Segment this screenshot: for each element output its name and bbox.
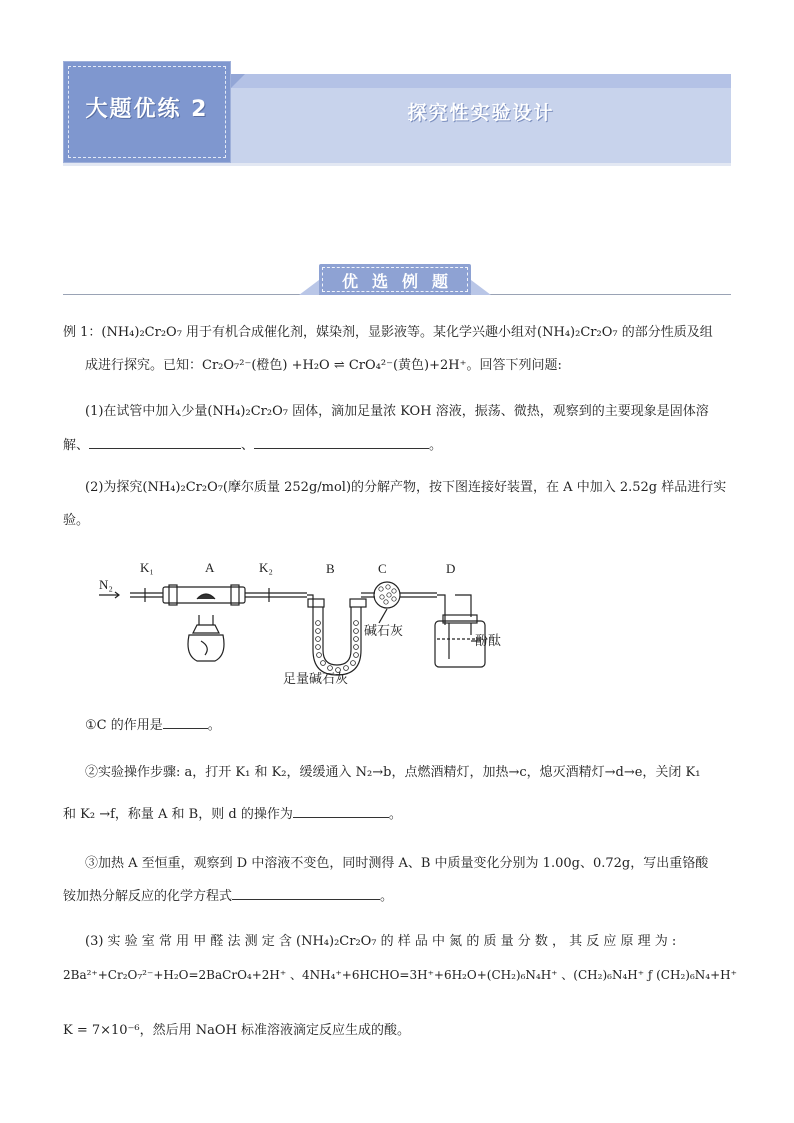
q2-3-line-1: ③加热 A 至恒重，观察到 D 中溶液不变色，同时测得 A、B 中质量变化分别为 1.00g、0.72g，写出重铬酸: [85, 856, 709, 871]
label-b: B: [326, 561, 335, 576]
q2-3-text-b: 。: [380, 889, 394, 904]
q1-line-2: [63, 436, 442, 455]
label-phenolphthalein: 酚酞: [475, 634, 502, 649]
q2-2-text-b: 。: [388, 807, 402, 822]
q2-2-line-1: ②实验操作步骤: a，打开 K₁ 和 K₂，缓缓通入 N₂→b，点燃酒精灯，加热→c，熄灭酒精灯→d→e，关闭 K₁: [85, 765, 701, 780]
label-excess-soda-lime: 足量碱石灰: [283, 672, 349, 687]
q1-blank-2: [254, 436, 429, 449]
q1-text-b: 、: [241, 438, 255, 453]
q2-1-blank: [163, 716, 208, 729]
label-soda-lime: 碱石灰: [364, 624, 404, 639]
q2-1-text-b: 。: [207, 718, 221, 733]
q2-3-text-a: 铵加热分解反应的化学方程式: [63, 889, 233, 904]
header-shadow: [63, 163, 731, 166]
q2-3-blank: [232, 887, 380, 900]
q1-text-a: 解、: [63, 438, 90, 453]
q3-line-3: K = 7×10⁻⁶，然后用 NaOH 标准溶液滴定反应生成的酸。: [63, 1023, 411, 1038]
label-n2: N₂: [99, 577, 113, 592]
apparatus-diagram: [97, 555, 502, 690]
q2-1-text-a: ①C 的作用是: [85, 718, 163, 733]
q2-2-line-2: [63, 805, 402, 824]
q2-2-blank: [293, 805, 389, 818]
label-a: A: [205, 560, 215, 575]
section-label: 优选例题: [341, 272, 462, 291]
label-c: C: [378, 561, 387, 576]
header-strip: [231, 74, 731, 163]
q3-line-2: 2Ba²⁺+Cr₂O₇²⁻+H₂O=2BaCrO₄+2H⁺ 、4NH₄⁺+6HCHO=3H⁺+6H₂O+(CH₂)₆N₄H⁺ 、(CH₂)₆N₄H⁺ ƒ (CH₂)₆N₄+H⁺: [63, 968, 737, 982]
intro-line-1: 例 1：(NH₄)₂Cr₂O₇ 用于有机合成催化剂，媒染剂，显影液等。某化学兴趣小组对(NH₄)₂Cr₂O₇ 的部分性质及组: [63, 325, 713, 340]
q1-text-c: 。: [429, 438, 443, 453]
header-badge-text: 大题优练 2: [85, 97, 209, 122]
label-k1: K₁: [140, 560, 154, 575]
page-title: 探究性实验设计: [407, 102, 555, 124]
section-heading: [313, 264, 477, 295]
q2-3-line-2: [63, 887, 393, 906]
intro-line-2: 成进行探究。已知：Cr₂O₇²⁻(橙色) +H₂O ⇌ CrO₄²⁻(黄色)+2H⁺。回答下列问题:: [85, 358, 562, 373]
q1-blank-1: [89, 436, 241, 449]
label-d: D: [446, 561, 456, 576]
q2-2-text-a: 和 K₂ →f，称量 A 和 B，则 d 的操作为: [63, 807, 293, 822]
q2-line-2: 验。: [63, 513, 90, 528]
q3-line-1: (3) 实 验 室 常 用 甲 醛 法 测 定 含 (NH₄)₂Cr₂O₇ 的 样 品 中 氮 的 质 量 分 数 ， 其 反 应 原 理 为 :: [85, 934, 677, 949]
q2-line-1: (2)为探究(NH₄)₂Cr₂O₇(摩尔质量 252g/mol)的分解产物，按下图连接好装置，在 A 中加入 2.52g 样品进行实: [85, 480, 727, 495]
q2-1-line: [85, 716, 221, 735]
header-badge: [63, 61, 231, 163]
label-k2: K₂: [259, 560, 273, 575]
q1-line-1: (1)在试管中加入少量(NH₄)₂Cr₂O₇ 固体，滴加足量浓 KOH 溶液，振荡、微热，观察到的主要现象是固体溶: [85, 404, 709, 419]
